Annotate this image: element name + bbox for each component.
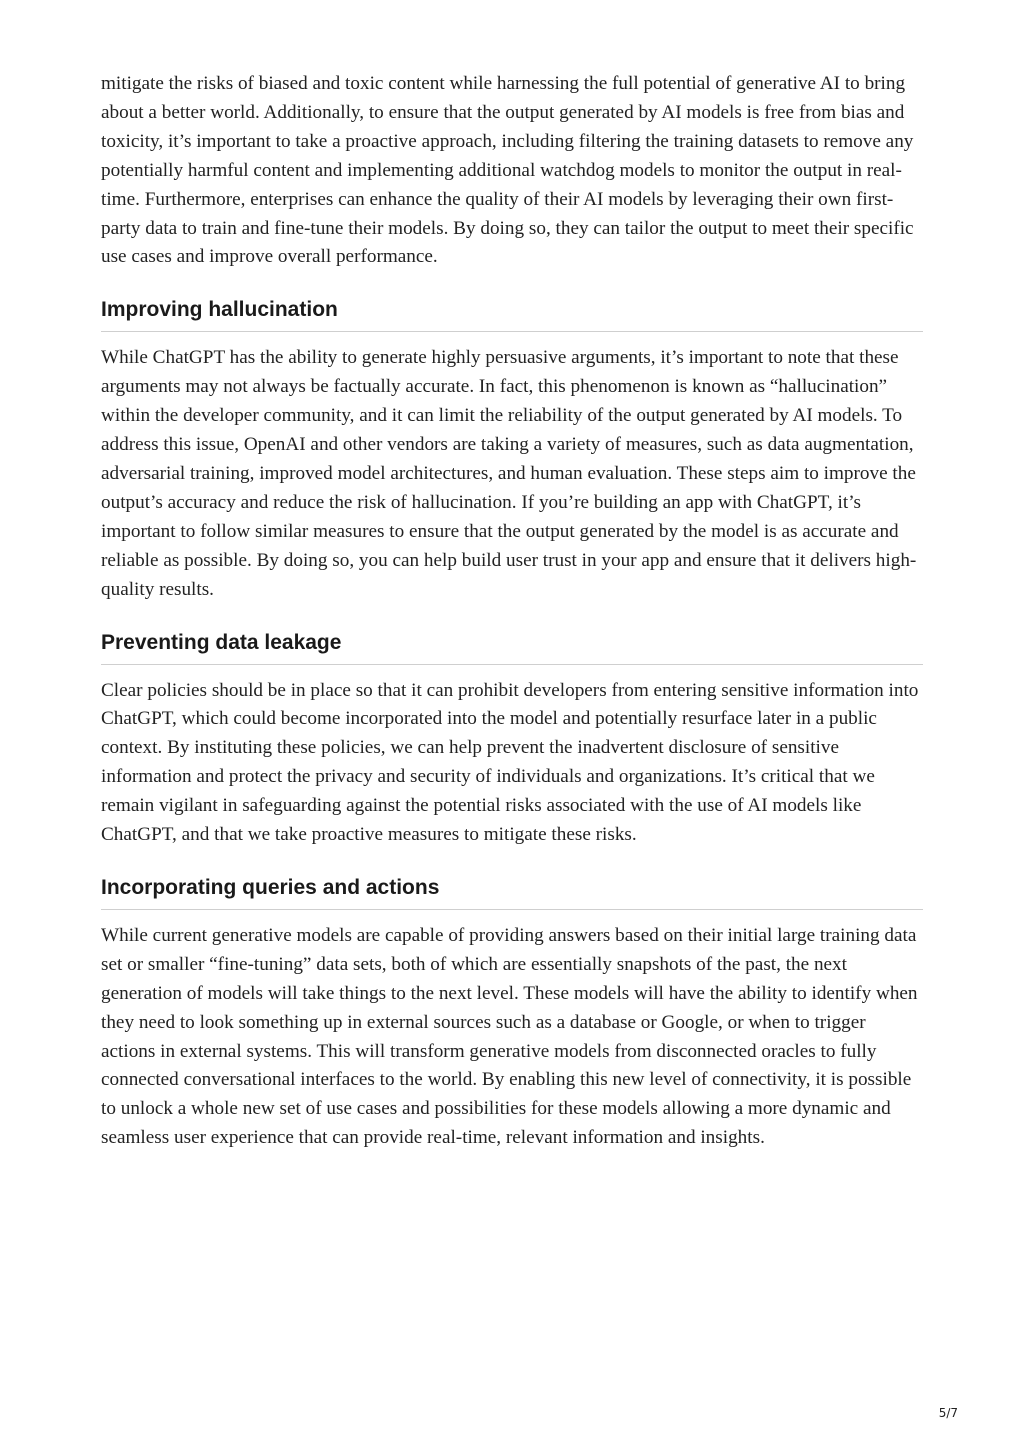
section-paragraph: While ChatGPT has the ability to generate highly persuasive arguments, it’s important to note that these arguments may not always be factually accurate. In fact, this phenomenon is known as “hallucination” within the developer community, and it can limit the reliability of the output generated by AI models. To address this issue, OpenAI and other vendors are taking a variety of measures, such as data augmentation, adversarial training, improved model architectures, and human evaluation. These steps aim to improve the output’s accuracy and reduce the risk of hallucination. If you’re building an app with ChatGPT, it’s important to follow similar measures to ensure that the output generated by the model is as accurate and reliable as possible. By doing so, you can help build user trust in your app and ensure that it delivers high-quality results. — [101, 347, 917, 600]
section-heading: Preventing data leakage — [101, 629, 923, 665]
section-paragraph: While current generative models are capable of providing answers based on their initial large training data set or smaller “fine-tuning” data sets, both of which are essentially snapshots of the past, the next generation of models will take things to the next level. These models will have the ability to identify when they need to look something up in external sources such as a database or Google, or when to trigger actions in external systems. This will transform generative models from disconnected oracles to fully connected conversational interfaces to the world. By enabling this new level of connectivity, it is possible to unlock a whole new set of use cases and possibilities for these models allowing a more dynamic and seamless user experience that can provide real-time, relevant information and insights. — [101, 924, 918, 1149]
intro-paragraph: mitigate the risks of biased and toxic content while harnessing the full potential of generative AI to bring about a better world. Additionally, to ensure that the output generated by AI models is free from bias and toxicity, it’s important to take a proactive approach, including filtering the training datasets to remove any potentially harmful content and implementing additional watchdog models to monitor the output in real-time. Furthermore, enterprises can enhance the quality of their AI models by leveraging their own first-party data to train and fine-tune their models. By doing so, they can tailor the output to meet their specific use cases and improve overall performance. — [101, 73, 914, 268]
section-heading: Incorporating queries and actions — [101, 874, 923, 910]
document-page — [101, 70, 923, 1153]
page-number: 5/7 — [938, 1406, 958, 1420]
section-paragraph: Clear policies should be in place so that it can prohibit developers from entering sensitive information into ChatGPT, which could become incorporated into the model and potentially resurface later in a public context. By instituting these policies, we can help prevent the inadvertent disclosure of sensitive information and protect the privacy and security of individuals and organizations. It’s critical that we remain vigilant in safeguarding against the potential risks associated with the use of AI models like ChatGPT, and that we take proactive measures to mitigate these risks. — [101, 679, 919, 846]
section-preventing-data-leakage — [101, 629, 923, 850]
section-heading: Improving hallucination — [101, 296, 923, 332]
section-improving-hallucination — [101, 296, 923, 604]
section-incorporating-queries-and-actions — [101, 874, 923, 1153]
